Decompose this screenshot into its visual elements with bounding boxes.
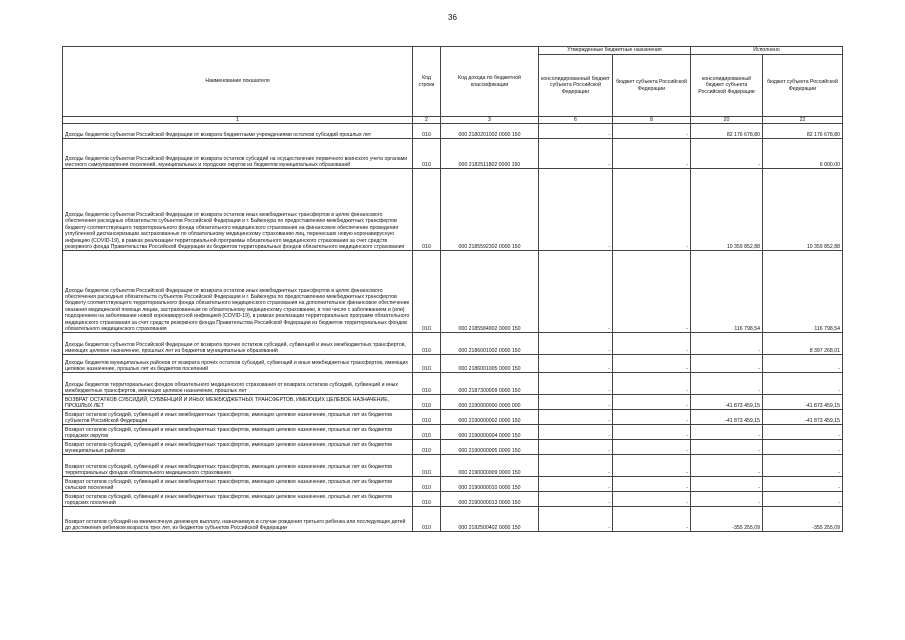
row-approved-subject: - bbox=[613, 395, 691, 410]
row-executed-consolidated: - bbox=[691, 139, 763, 169]
row-name: Возврат остатков субсидий, субвенций и иных межбюджетных трансфертов, имеющих целевое назначение, прошлых лет из бюджетов городских округов bbox=[63, 425, 413, 440]
row-approved-consolidated: - bbox=[539, 333, 613, 355]
row-code: 010 bbox=[413, 507, 441, 532]
row-approved-subject: - bbox=[613, 492, 691, 507]
row-code: 010 bbox=[413, 139, 441, 169]
row-income-code: 000 2190000009 0000 150 bbox=[441, 455, 539, 477]
row-income-code: 000 2186001002 0000 150 bbox=[441, 333, 539, 355]
row-executed-subject: - bbox=[763, 477, 843, 492]
row-name: Доходы бюджетов субъектов Российской Федерации от возврата остатков иных межбюджетных трансфертов в целях финансового обеспечения расходных обязательств субъектов Российской Федерации и г. Байконура по предоставлению межбюджетных трансфертов бюджету соответствующего территориального фонда обязательного медицинского страхования на финансовое обеспечение проведения углубленной диспансеризации застрахованных по обязательному медицинскому страхованию лиц, перенесших новую коронавирусную инфекцию (COVID-19), в рамках реализации территориальной программы обязательного медицинского страхования за счет средств резервного фонда Правительства Российской Федерации из бюджетов территориальных фондов обязательного медицинского страхования bbox=[63, 169, 413, 251]
row-income-code: 000 2180201002 0000 150 bbox=[441, 124, 539, 139]
row-executed-consolidated: - bbox=[691, 373, 763, 395]
row-approved-consolidated: - bbox=[539, 455, 613, 477]
row-income-code: 000 2186001005 0000 150 bbox=[441, 355, 539, 373]
table-row bbox=[63, 169, 843, 251]
row-income-code: 000 2190000010 0000 150 bbox=[441, 477, 539, 492]
row-income-code: 000 2190000002 0000 150 bbox=[441, 410, 539, 425]
column-number: 22 bbox=[763, 117, 843, 124]
row-name: Возврат остатков субсидий, субвенций и иных межбюджетных трансфертов, имеющих целевое назначение, прошлых лет из бюджетов городских поселений bbox=[63, 492, 413, 507]
row-code: 010 bbox=[413, 440, 441, 455]
row-code: 010 bbox=[413, 425, 441, 440]
row-approved-subject: - bbox=[613, 333, 691, 355]
row-name: Доходы бюджетов субъектов Российской Федерации от возврата остатков иных межбюджетных трансфертов в целях финансового обеспечения расходных обязательств субъектов Российской Федерации и г. Байконура по предоставлению межбюджетных трансфертов бюджету соответствующего территориального фонда обязательного медицинского страхования на дополнительное финансовое обеспечение оказания медицинской помощи лицам, застрахованным по обязательному медицинскому страхованию, в том числе с заболеванием и (или) подозрением на заболевание новой коронавирусной инфекцией (COVID-19), в рамках реализации территориальных программ обязательного медицинского страхования за счет средств резервного фонда Правительства Российской Федерации из бюджетов территориальных фондов обязательного медицинского страхования bbox=[63, 251, 413, 333]
row-approved-consolidated: - bbox=[539, 440, 613, 455]
row-executed-consolidated: - bbox=[691, 425, 763, 440]
table-row bbox=[63, 440, 843, 455]
table-row bbox=[63, 455, 843, 477]
table-row bbox=[63, 410, 843, 425]
row-code: 010 bbox=[413, 169, 441, 251]
row-approved-consolidated: - bbox=[539, 477, 613, 492]
row-executed-consolidated: 82 176 678,80 bbox=[691, 124, 763, 139]
row-executed-consolidated: - bbox=[691, 477, 763, 492]
header-executed-group: Исполнено bbox=[691, 47, 843, 55]
row-approved-subject: - bbox=[613, 355, 691, 373]
table-row bbox=[63, 139, 843, 169]
row-name: Возврат остатков субсидий, субвенций и иных межбюджетных трансфертов, имеющих целевое назначение, прошлых лет из бюджетов субъектов Российской Федерации bbox=[63, 410, 413, 425]
row-executed-consolidated: -355 255,09 bbox=[691, 507, 763, 532]
row-executed-consolidated: - bbox=[691, 455, 763, 477]
row-approved-subject: - bbox=[613, 410, 691, 425]
row-code: 010 bbox=[413, 251, 441, 333]
row-name: Возврат остатков субсидий, субвенций и иных межбюджетных трансфертов, имеющих целевое назначение, прошлых лет из бюджетов территориальных фондов обязательного медицинского страхования bbox=[63, 455, 413, 477]
page-number: 36 bbox=[448, 13, 457, 22]
row-income-code: 000 2182511802 0000 150 bbox=[441, 139, 539, 169]
row-name: Доходы бюджетов субъектов Российской Федерации от возврата бюджетными учреждениями остатков субсидий прошлых лет bbox=[63, 124, 413, 139]
row-executed-subject: 8 397 268,01 bbox=[763, 333, 843, 355]
header-income-code: Код дохода по бюджетной классификации bbox=[441, 47, 539, 117]
row-approved-subject: - bbox=[613, 251, 691, 333]
row-executed-subject: 10 359 852,88 bbox=[763, 169, 843, 251]
row-code: 010 bbox=[413, 124, 441, 139]
table-row bbox=[63, 477, 843, 492]
header-executed-consolidated: консолидированный бюджет субъекта Российской Федерации bbox=[691, 55, 763, 117]
row-executed-consolidated: - bbox=[691, 333, 763, 355]
table-row bbox=[63, 355, 843, 373]
header-approved-consolidated: консолидированный бюджет субъекта Российской Федерации bbox=[539, 55, 613, 117]
row-code: 010 bbox=[413, 410, 441, 425]
row-approved-consolidated: - bbox=[539, 410, 613, 425]
row-income-code: 000 2190000013 0000 150 bbox=[441, 492, 539, 507]
row-name: Доходы бюджетов субъектов Российской Федерации от возврата остатков субсидий на осуществление первичного воинского учета органами местного самоуправления поселений, муниципальных и городских округов из бюджетов муниципальных образований bbox=[63, 139, 413, 169]
row-name: Доходы бюджетов муниципальных районов от возврата прочих остатков субсидий, субвенций и иных межбюджетных трансфертов, имеющих целевое назначение, прошлых лет из бюджетов поселений bbox=[63, 355, 413, 373]
row-approved-subject: - bbox=[613, 124, 691, 139]
column-number-row bbox=[63, 117, 843, 124]
row-code: 010 bbox=[413, 355, 441, 373]
row-name: ВОЗВРАТ ОСТАТКОВ СУБСИДИЙ, СУБВЕНЦИЙ И ИНЫХ МЕЖБЮДЖЕТНЫХ ТРАНСФЕРТОВ, ИМЕЮЩИХ ЦЕЛЕВОЕ НАЗНАЧЕНИЕ, ПРОШЛЫХ ЛЕТ bbox=[63, 395, 413, 410]
row-approved-consolidated: - bbox=[539, 425, 613, 440]
row-executed-subject: -41 873 459,15 bbox=[763, 410, 843, 425]
table-row bbox=[63, 492, 843, 507]
header-approved-group: Утвержденные бюджетные назначения bbox=[539, 47, 691, 55]
row-executed-subject: 82 176 678,80 bbox=[763, 124, 843, 139]
row-executed-consolidated: - bbox=[691, 355, 763, 373]
table-row bbox=[63, 373, 843, 395]
row-approved-consolidated: - bbox=[539, 373, 613, 395]
row-approved-consolidated: - bbox=[539, 139, 613, 169]
table-row bbox=[63, 425, 843, 440]
header-approved-subject: бюджет субъекта Российской Федерации bbox=[613, 55, 691, 117]
row-executed-consolidated: -41 873 459,15 bbox=[691, 395, 763, 410]
row-executed-subject: 6 000,00 bbox=[763, 139, 843, 169]
row-executed-subject: - bbox=[763, 440, 843, 455]
budget-execution-table bbox=[62, 46, 843, 532]
row-code: 010 bbox=[413, 395, 441, 410]
row-approved-subject: - bbox=[613, 440, 691, 455]
row-income-code: 000 2190000005 0000 150 bbox=[441, 440, 539, 455]
table-row bbox=[63, 251, 843, 333]
row-code: 010 bbox=[413, 373, 441, 395]
row-executed-consolidated: - bbox=[691, 440, 763, 455]
row-name: Возврат остатков субсидий, субвенций и иных межбюджетных трансфертов, имеющих целевое назначение, прошлых лет из бюджетов сельских поселений bbox=[63, 477, 413, 492]
row-name: Доходы бюджетов территориальных фондов обязательного медицинского страхования от возврата остатков субсидий, субвенций и иных межбюджетных трансфертов, имеющих целевое назначение, прошлых лет bbox=[63, 373, 413, 395]
column-number: 1 bbox=[63, 117, 413, 124]
row-executed-subject: - bbox=[763, 492, 843, 507]
row-approved-consolidated: - bbox=[539, 124, 613, 139]
row-code: 010 bbox=[413, 492, 441, 507]
row-approved-consolidated: - bbox=[539, 395, 613, 410]
row-code: 010 bbox=[413, 455, 441, 477]
row-name: Возврат остатков субсидий на ежемесячную денежную выплату, назначаемую в случае рождения третьего ребенка или последующих детей до достижения ребенком возраста трех лет, из бюджетов субъектов Российской Федерации bbox=[63, 507, 413, 532]
row-executed-subject: - bbox=[763, 355, 843, 373]
table-row bbox=[63, 124, 843, 139]
column-number: 2 bbox=[413, 117, 441, 124]
row-code: 010 bbox=[413, 333, 441, 355]
row-executed-subject: - bbox=[763, 455, 843, 477]
row-approved-subject: - bbox=[613, 507, 691, 532]
row-approved-consolidated: - bbox=[539, 251, 613, 333]
column-number: 6 bbox=[539, 117, 613, 124]
header-executed-subject: бюджет субъекта Российской Федерации bbox=[763, 55, 843, 117]
header-name: Наименование показателя bbox=[63, 47, 413, 117]
row-name: Возврат остатков субсидий, субвенций и иных межбюджетных трансфертов, имеющих целевое назначение, прошлых лет из бюджетов муниципальных районов bbox=[63, 440, 413, 455]
table-body bbox=[63, 124, 843, 532]
column-number: 8 bbox=[613, 117, 691, 124]
row-income-code: 000 2187300009 0000 150 bbox=[441, 373, 539, 395]
row-name: Доходы бюджетов субъектов Российской Федерации от возврата прочих остатков субсидий, субвенций и иных межбюджетных трансфертов, имеющих целевое назначение, прошлых лет из бюджетов муниципальных образований bbox=[63, 333, 413, 355]
row-approved-subject: - bbox=[613, 169, 691, 251]
row-income-code: 000 2192500402 0000 150 bbox=[441, 507, 539, 532]
row-executed-consolidated: - bbox=[691, 492, 763, 507]
row-approved-subject: - bbox=[613, 477, 691, 492]
header-row-code: Код строки bbox=[413, 47, 441, 117]
row-executed-consolidated: -41 873 459,15 bbox=[691, 410, 763, 425]
table-row bbox=[63, 395, 843, 410]
row-income-code: 000 2190000000 0000 000 bbox=[441, 395, 539, 410]
row-executed-subject: -355 255,09 bbox=[763, 507, 843, 532]
row-approved-subject: - bbox=[613, 373, 691, 395]
row-approved-consolidated: - bbox=[539, 507, 613, 532]
row-executed-subject: - bbox=[763, 425, 843, 440]
row-approved-subject: - bbox=[613, 455, 691, 477]
row-executed-consolidated: 10 359 852,88 bbox=[691, 169, 763, 251]
row-executed-consolidated: 116 798,54 bbox=[691, 251, 763, 333]
row-approved-subject: - bbox=[613, 425, 691, 440]
row-approved-subject: - bbox=[613, 139, 691, 169]
row-approved-consolidated: - bbox=[539, 355, 613, 373]
column-number: 3 bbox=[441, 117, 539, 124]
row-code: 010 bbox=[413, 477, 441, 492]
row-executed-subject: 116 798,54 bbox=[763, 251, 843, 333]
table-row bbox=[63, 507, 843, 532]
row-executed-subject: - bbox=[763, 373, 843, 395]
row-income-code: 000 2185592302 0000 150 bbox=[441, 169, 539, 251]
row-approved-consolidated: - bbox=[539, 492, 613, 507]
column-number: 20 bbox=[691, 117, 763, 124]
table-row bbox=[63, 333, 843, 355]
row-approved-consolidated: - bbox=[539, 169, 613, 251]
row-executed-subject: -41 873 459,15 bbox=[763, 395, 843, 410]
row-income-code: 000 2190000004 0000 150 bbox=[441, 425, 539, 440]
row-income-code: 000 2185584902 0000 150 bbox=[441, 251, 539, 333]
